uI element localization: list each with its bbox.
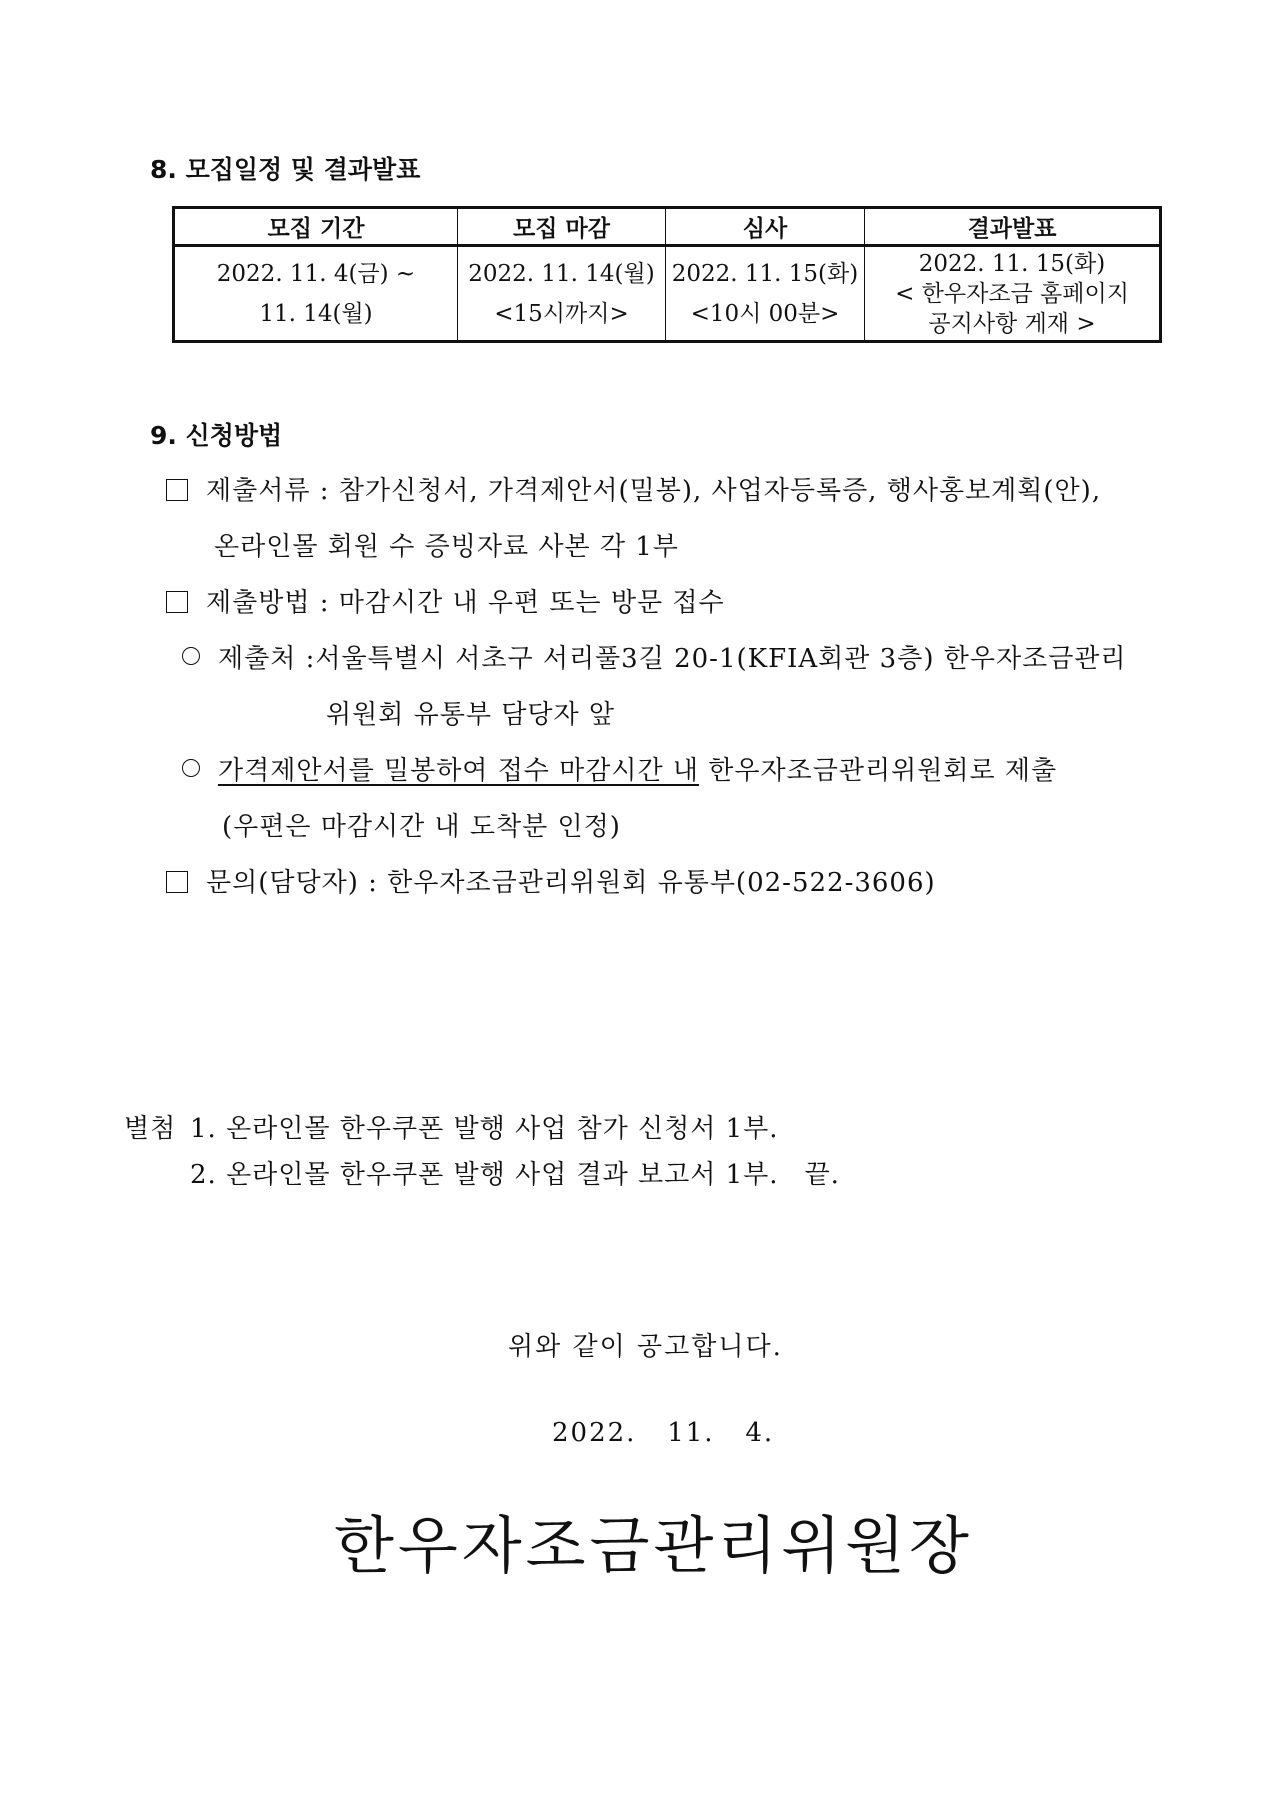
cell-result: 2022. 11. 15(화) < 한우자조금 홈페이지 공지사항 게재 > <box>865 246 1161 342</box>
cell-review: 2022. 11. 15(화) <10시 00분> <box>666 246 865 342</box>
bullet-circle-icon <box>182 647 200 665</box>
price-note: (우편은 마감시간 내 도착분 인정) <box>222 812 621 842</box>
section-9-title: 9. 신청방법 <box>150 421 283 450</box>
place-item: 제출처 :서울특별시 서초구 서리풀3길 20-1(KFIA회관 3층) 한우자조금관리 <box>182 638 1127 675</box>
contact-item: 문의(담당자) : 한우자조금관리위원회 유통부(02-522-3606) <box>166 862 936 899</box>
closing-statement: 위와 같이 공고합니다. <box>508 1332 783 1362</box>
checkbox-square-icon <box>166 871 188 893</box>
checkbox-square-icon <box>166 591 188 613</box>
docs-item-continued: 온라인몰 회원 수 증빙자료 사본 각 1부 <box>214 532 679 562</box>
price-item: 가격제안서를 밀봉하여 접수 마감시간 내 한우자조금관리위원회로 제출 <box>182 750 1057 787</box>
cell-recruit-period: 2022. 11. 4(금) ~ 11. 14(월) <box>174 246 458 342</box>
issuer-signature: 한우자조금관리위원장 <box>334 1509 973 1582</box>
end-mark: 끝. <box>804 1160 840 1190</box>
header-review: 심사 <box>666 208 865 246</box>
docs-item: 제출서류 : 참가신청서, 가격제안서(밀봉), 사업자등록증, 행사홍보계획(안), <box>166 470 1101 507</box>
schedule-row <box>174 246 1161 342</box>
schedule-table <box>172 206 1162 343</box>
attachment-item-1: 1. 온라인몰 한우쿠폰 발행 사업 참가 신청서 1부. <box>190 1114 779 1144</box>
place-item-continued: 위원회 유통부 담당자 앞 <box>326 700 615 730</box>
price-underlined-text: 가격제안서를 밀봉하여 접수 마감시간 내 <box>218 756 700 786</box>
checkbox-square-icon <box>166 479 188 501</box>
notice-date: 2022. 11. 4. <box>552 1418 775 1448</box>
bullet-circle-icon <box>182 759 200 777</box>
header-recruit-period: 모집 기간 <box>174 208 458 246</box>
cell-recruit-deadline: 2022. 11. 14(월) <15시까지> <box>458 246 666 342</box>
attachments-label: 별첨 <box>124 1114 177 1144</box>
schedule-header-row <box>174 208 1161 246</box>
section-8-title: 8. 모집일정 및 결과발표 <box>150 155 421 184</box>
header-result: 결과발표 <box>865 208 1161 246</box>
attachment-item-2: 2. 온라인몰 한우쿠폰 발행 사업 결과 보고서 1부. 끝. <box>190 1160 840 1190</box>
method-item: 제출방법 : 마감시간 내 우편 또는 방문 접수 <box>166 582 725 619</box>
header-recruit-deadline: 모집 마감 <box>458 208 666 246</box>
